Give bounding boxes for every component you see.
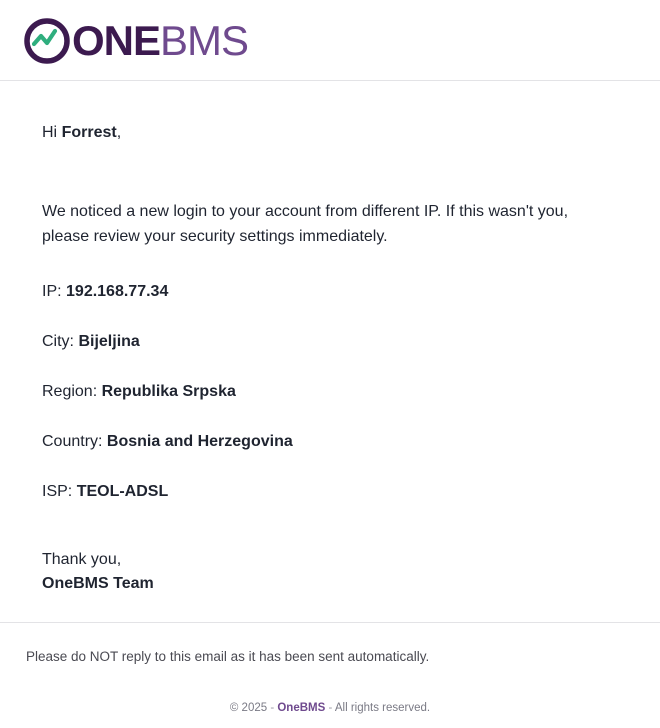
greeting-suffix: , xyxy=(116,124,122,141)
brand-logo xyxy=(24,18,636,64)
fact-ip xyxy=(42,280,618,304)
fact-ip-value: 192.168.77.34 xyxy=(66,282,169,300)
fact-region-value: Republika Srpska xyxy=(101,382,236,400)
email-header xyxy=(0,0,660,81)
email-body xyxy=(0,81,660,622)
signoff-team: OneBMS Team xyxy=(42,575,154,593)
copyright-sep-1: - xyxy=(270,702,278,714)
fact-isp-value: TEOL-ADSL xyxy=(76,482,169,500)
fact-city-label: City: xyxy=(42,332,79,350)
intro-paragraph: We noticed a new login to your account from different IP. If this wasn't you, please review your security settings immediately. xyxy=(42,203,569,246)
footer-note: Please do NOT reply to this email as it has been sent automatically. xyxy=(26,649,430,664)
onebms-wave-logo-icon xyxy=(24,18,70,64)
signoff xyxy=(42,548,618,598)
fact-isp-label: ISP: xyxy=(42,482,77,500)
greeting xyxy=(42,121,618,145)
fact-country xyxy=(42,430,618,454)
fact-city xyxy=(42,330,618,354)
copyright-sep-2: - xyxy=(325,702,335,714)
brand-logo-text xyxy=(72,18,248,64)
fact-ip-label: IP: xyxy=(42,282,67,300)
copyright-prefix: © 2025 xyxy=(229,702,271,714)
greeting-name: Forrest xyxy=(61,124,117,141)
brand-logo-bms: BMS xyxy=(160,17,249,64)
copyright-suffix: All rights reserved. xyxy=(334,702,431,714)
fact-city-value: Bijeljina xyxy=(78,332,140,350)
email-footer xyxy=(0,622,660,728)
fact-region-label: Region: xyxy=(42,382,102,400)
greeting-prefix: Hi xyxy=(42,124,62,141)
fact-country-label: Country: xyxy=(42,432,107,450)
fact-isp xyxy=(42,480,618,504)
fact-region xyxy=(42,380,618,404)
copyright xyxy=(24,702,636,728)
copyright-brand: OneBMS xyxy=(277,702,326,714)
brand-logo-one: ONE xyxy=(72,17,161,64)
fact-country-value: Bosnia and Herzegovina xyxy=(106,432,293,450)
signoff-line: Thank you, xyxy=(42,550,122,568)
